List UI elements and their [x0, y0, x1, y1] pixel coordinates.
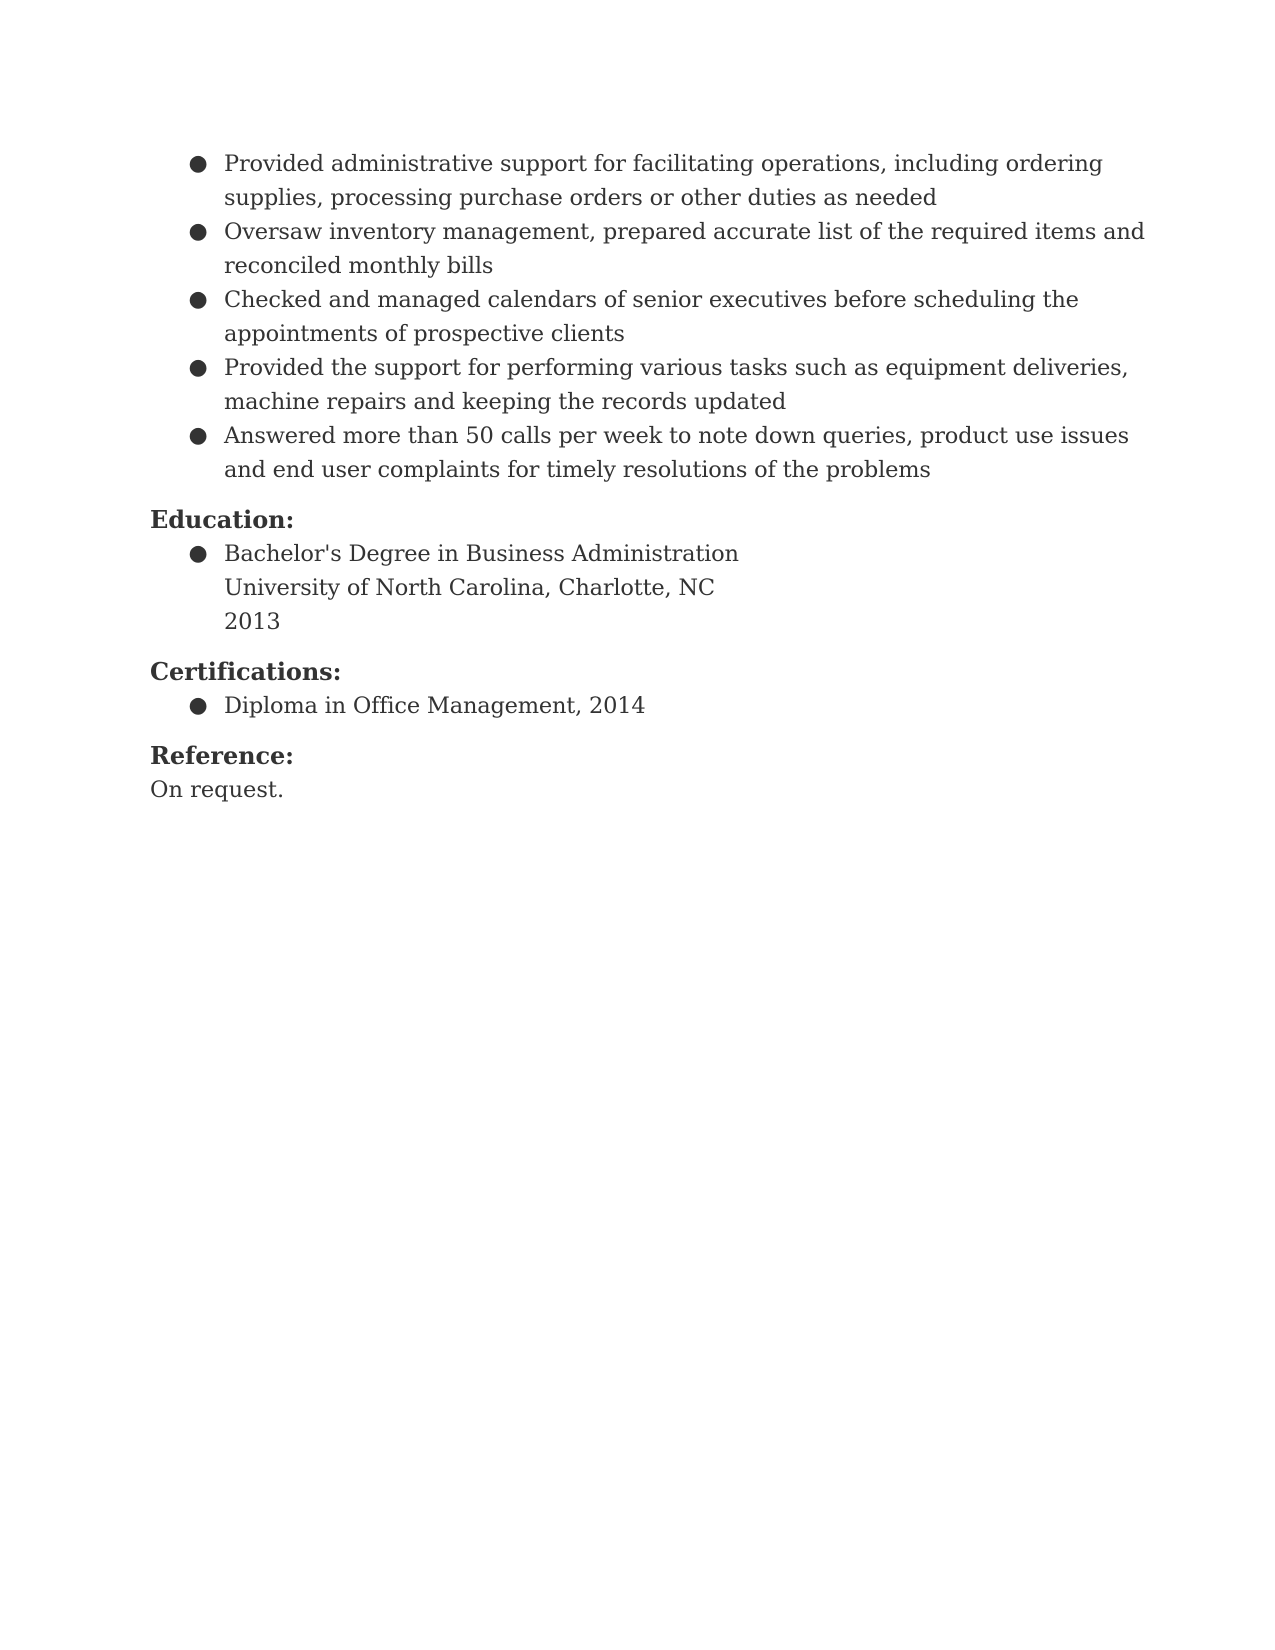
certifications-list	[150, 689, 1130, 723]
degree-name: Bachelor's Degree in Business Administration	[224, 541, 739, 567]
bullet-text-line: Checked and managed calendars of senior executives before scheduling the	[224, 287, 1079, 313]
experience-bullet-item	[150, 351, 1130, 419]
graduation-year: 2013	[224, 609, 281, 635]
reference-heading: Reference:	[150, 741, 294, 770]
experience-bullet-item	[150, 283, 1130, 351]
bullet-text-line: Oversaw inventory management, prepared accurate list of the required items and	[224, 219, 1145, 245]
bullet-icon: ●	[188, 219, 208, 244]
experience-bullet-item	[150, 215, 1145, 283]
certifications-heading: Certifications:	[150, 657, 342, 686]
bullet-text-line: and end user complaints for timely resolutions of the problems	[224, 457, 931, 483]
bullet-icon: ●	[188, 541, 208, 566]
university-name: University of North Carolina, Charlotte, NC	[224, 575, 715, 601]
bullet-icon: ●	[188, 423, 208, 448]
experience-bullet-item	[150, 419, 1130, 487]
experience-bullet-list	[150, 147, 1145, 487]
bullet-icon: ●	[188, 355, 208, 380]
education-heading: Education:	[150, 505, 295, 534]
reference-text: On request.	[150, 777, 285, 803]
bullet-icon: ●	[188, 151, 208, 176]
certification-text: Diploma in Office Management, 2014	[224, 693, 646, 719]
bullet-icon: ●	[188, 693, 208, 718]
bullet-icon: ●	[188, 287, 208, 312]
resume-content	[150, 147, 1145, 807]
bullet-text-line: Provided the support for performing various tasks such as equipment deliveries,	[224, 355, 1129, 381]
bullet-text-line: supplies, processing purchase orders or other duties as needed	[224, 185, 937, 211]
certification-item	[150, 689, 1130, 723]
bullet-text-line: reconciled monthly bills	[224, 253, 494, 279]
education-list	[150, 537, 1130, 639]
education-item	[150, 537, 1130, 639]
bullet-text-line: Provided administrative support for facilitating operations, including ordering	[224, 151, 1103, 177]
bullet-text-line: appointments of prospective clients	[224, 321, 625, 347]
bullet-text-line: Answered more than 50 calls per week to note down queries, product use issues	[224, 423, 1129, 449]
bullet-text-line: machine repairs and keeping the records updated	[224, 389, 787, 415]
experience-bullet-item	[150, 147, 1130, 215]
